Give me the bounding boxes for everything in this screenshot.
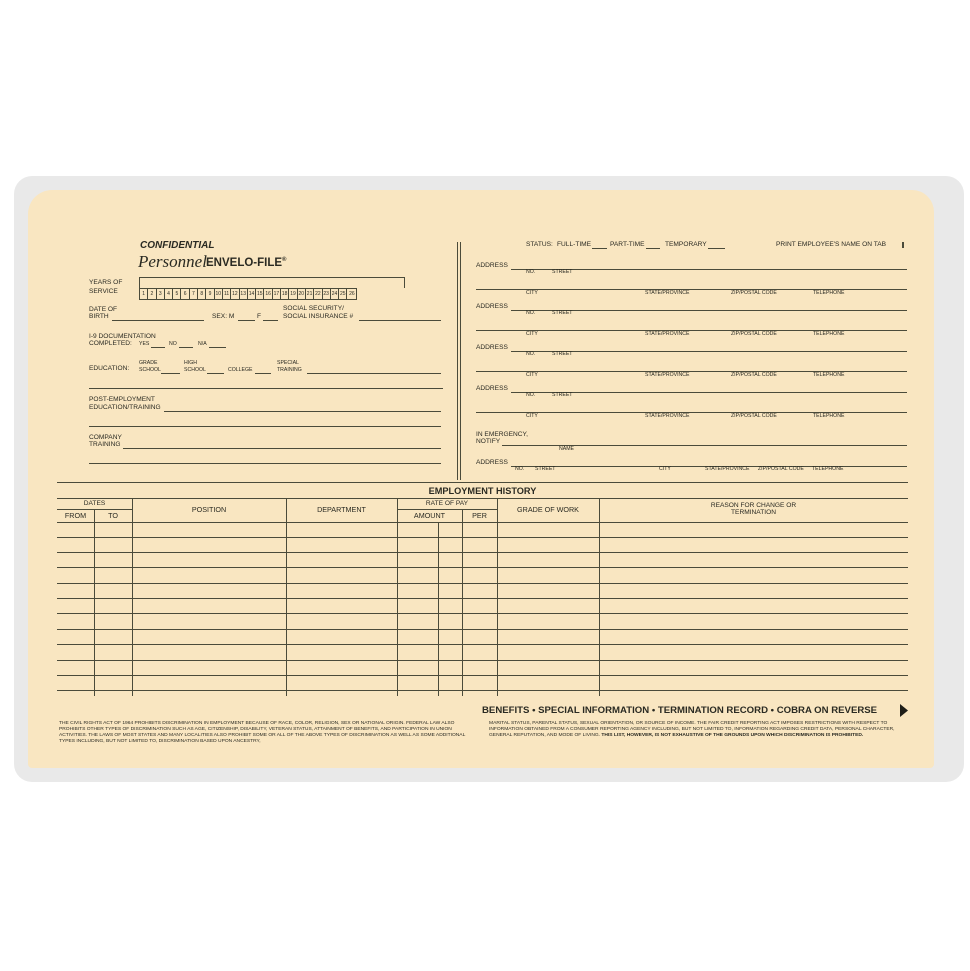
history-column-divider [462,509,463,696]
section-divider-2 [460,242,461,480]
personnel-script-label: Personnel [138,252,207,271]
year-cell: 2 [148,289,156,299]
address-zip-label: ZIP/POSTAL CODE [731,331,777,337]
address-state-label: STATE/PROVINCE [645,331,690,337]
i9-yes-label: YES [139,341,150,347]
reverse-side-notice: BENEFITS • SPECIAL INFORMATION • TERMINATION RECORD • COBRA ON REVERSE [482,705,878,716]
tab-marker [902,242,904,248]
history-column-divider [94,509,95,696]
years-of-service-grid [139,288,357,300]
envelo-file-title: ENVELO-FILE® [206,256,287,269]
emergency-telephone-label: TELEPHONE [812,466,844,472]
rate-of-pay-header: RATE OF PAY [425,500,469,507]
emergency-street-label: STREET [535,466,556,472]
special-label-1: SPECIAL [277,360,299,366]
history-top-rule [57,482,908,483]
years-of-label: YEARS OF [89,279,123,286]
address-street-label: STREET [552,310,573,316]
address-city-label: CITY [526,331,538,337]
ssn-label-1: SOCIAL SECURITY/ [283,305,344,312]
year-cell: 10 [215,291,222,297]
i9-na-label: N/A [198,341,207,347]
sex-f-label: F [257,313,262,320]
emergency-label-2: NOTIFY [476,438,501,445]
i9-no-line [179,347,193,348]
print-name-instruction: PRINT EMPLOYEE'S NAME ON TAB [776,241,887,248]
history-column-divider [397,498,398,696]
status-label: STATUS: [526,241,553,248]
history-row-line [57,583,908,584]
history-row-line [57,567,908,568]
address-label: ADDRESS [476,344,508,351]
amount-header: AMOUNT [413,511,446,520]
birth-label: BIRTH [89,313,109,320]
college-line [255,373,271,374]
year-cell: 18 [281,291,288,297]
confidential-label: CONFIDENTIAL [140,240,215,251]
temporary-label: TEMPORARY [665,241,707,248]
college-label: COLLEGE [228,367,253,373]
reason-header-2: TERMINATION [731,509,776,516]
emergency-address-label: ADDRESS [476,459,508,466]
part-time-label: PART-TIME [610,241,645,248]
company-line-1 [123,448,441,449]
sex-m-label: SEX: M [212,313,235,320]
special-line [307,373,441,374]
history-row-line [57,690,908,691]
year-cell: 5 [173,289,181,299]
department-header: DEPARTMENT [317,505,366,514]
date-of-label: DATE OF [89,306,118,313]
year-cell: 6 [181,289,189,299]
high-line [207,373,224,374]
company-training-label-1: COMPANY [89,434,122,441]
grade-line [161,373,180,374]
post-line-2 [89,426,441,427]
address-no-label: NO. [526,310,536,316]
dates-header: DATES [83,500,106,507]
year-cell: 24 [331,291,338,297]
year-cell: 14 [248,291,255,297]
full-time-line [592,248,607,249]
full-time-label: FULL-TIME [557,241,592,248]
emergency-state-label: STATE/PROVINCE [705,466,750,472]
history-column-divider [132,498,133,696]
address-street-label: STREET [552,269,573,275]
year-cell: 1 [140,289,148,299]
address-label: ADDRESS [476,385,508,392]
i9-label-1: I-9 DOCUMENTATION [89,333,156,340]
year-cell: 15 [257,291,263,297]
service-label: SERVICE [89,288,118,295]
address-no-label: NO. [526,269,536,275]
emergency-city-label: CITY [659,466,671,472]
year-cell: 22 [315,291,321,297]
high-label-2: SCHOOL [184,367,206,373]
address-zip-label: ZIP/POSTAL CODE [731,413,777,419]
address-city-label: CITY [526,290,538,296]
reason-header-1: REASON FOR CHANGE OR [710,502,797,509]
address-telephone-label: TELEPHONE [813,372,845,378]
year-cell: 17 [273,291,280,297]
post-line-1 [164,411,441,412]
history-row-line [57,537,908,538]
year-cell: 13 [240,291,246,297]
employment-history-title: EMPLOYMENT HISTORY [428,486,537,496]
history-column-divider [497,498,498,696]
address-zip-label: ZIP/POSTAL CODE [731,290,777,296]
grade-label-2: SCHOOL [139,367,161,373]
post-employment-label-1: POST-EMPLOYMENT [89,396,155,403]
birth-line [112,320,204,321]
grade-of-work-header: GRADE OF WORK [517,505,579,514]
grade-label-1: GRADE [139,360,158,366]
i9-yes-line [151,347,165,348]
company-training-label-2: TRAINING [89,441,121,448]
history-row-line [57,660,908,661]
emergency-zip-label: ZIP/POSTAL CODE [758,466,804,472]
address-city-label: CITY [526,413,538,419]
from-header: FROM [64,511,87,520]
ssn-line [359,320,441,321]
education-line-2 [89,388,443,389]
address-street-label: STREET [552,351,573,357]
company-line-2 [89,463,441,464]
i9-na-line [209,347,226,348]
year-cell: 7 [190,289,198,299]
temporary-line [708,248,725,249]
years-of-service-box-top [139,277,405,288]
year-cell: 16 [265,291,271,297]
history-row-line [57,552,908,553]
address-zip-label: ZIP/POSTAL CODE [731,372,777,378]
special-label-2: TRAINING [277,367,302,373]
post-employment-label-2: EDUCATION/TRAINING [89,404,161,411]
history-column-header-rule [57,522,908,523]
history-header-rule [57,498,908,499]
year-cell: 12 [232,291,238,297]
address-label: ADDRESS [476,262,508,269]
year-cell: 21 [306,291,313,297]
address-state-label: STATE/PROVINCE [645,372,690,378]
address-telephone-label: TELEPHONE [813,413,845,419]
address-state-label: STATE/PROVINCE [645,413,690,419]
address-state-label: STATE/PROVINCE [645,290,690,296]
i9-no-label: NO [169,341,177,347]
address-label: ADDRESS [476,303,508,310]
year-cell: 4 [165,289,173,299]
address-no-label: NO. [526,392,536,398]
history-row-line [57,675,908,676]
year-cell: 9 [206,289,214,299]
civil-rights-notice-left: THE CIVIL RIGHTS ACT OF 1964 PROHIBITS DISCRIMINATION IN EMPLOYMENT BECAUSE OF RACE, COLOR, RELIGION, SEX OR NATIONAL ORIGIN. FEDERAL LAW ALSO PROHIBITS OTHER TYPES OF DISCRIMINATION SUCH AS AGE, CITIZENSHIP, DISABILITY, VETERAN STATUS, ATTAINMENT OF BENEFITS, AND PARTICIPATION IN UNION ACTIVITIES. THE LAWS OF MOST STATES AND MANY LOCALITIES ALSO PROHIBIT SOME OR ALL OF THE ABOVE TYPES OF DISCRIMINATION AS WELL AS SOME ADDITIONAL TYPES INCLUDING, BUT NOT LIMITED TO, DISCRIMINATION BASED UPON ANCESTRY, [59,721,466,745]
address-telephone-label: TELEPHONE [813,290,845,296]
year-cell: 11 [223,289,231,299]
history-row-line [57,598,908,599]
per-header: PER [472,511,487,520]
history-row-line [57,629,908,630]
year-cell: 20 [298,291,305,297]
i9-label-2: COMPLETED: [89,340,132,347]
address-no-label: NO. [526,351,536,357]
emergency-no-label: NO. [515,466,525,472]
year-cell: 25 [339,291,346,297]
rate-subrule [397,509,497,510]
year-cell: 8 [198,289,206,299]
education-label: EDUCATION: [89,365,130,372]
year-cell: 26 [347,289,357,299]
emergency-label-1: IN EMERGENCY, [476,431,528,438]
year-cell: 23 [323,291,329,297]
history-column-divider [599,498,600,696]
high-label-1: HIGH [184,360,197,366]
sex-m-line [238,320,255,321]
ssn-label-2: SOCIAL INSURANCE # [283,313,354,320]
address-telephone-label: TELEPHONE [813,331,845,337]
history-column-divider [286,498,287,696]
address-street-label: STREET [552,392,573,398]
year-cell: 19 [290,291,296,297]
arrow-right-icon [899,703,909,718]
section-divider [457,242,458,480]
part-time-line [646,248,660,249]
history-column-divider [438,522,439,696]
history-row-line [57,613,908,614]
history-row-line [57,644,908,645]
emergency-name-label: NAME [559,446,574,452]
sex-f-line [263,320,278,321]
position-header: POSITION [191,505,227,514]
civil-rights-notice-right: MARITAL STATUS, PARENTAL STATUS, SEXUAL ORIENTATION, OR SOURCE OF INCOME. THE FAIR CREDIT REPORTING ACT IMPOSES RESTRICTIONS WITH RESPECT TO INFORMATION OBTAINED FROM A CONSUMER REPORTING AGENCY INCLUDING, BUT NOT LIMITED TO, INFORMATION REGARDING CREDIT DATA, PERSONAL CHARACTER, GENERAL REPUTATION, AND MODE OF LIVING. THIS LIST, HOWEVER, IS NOT EXHAUSTIVE OF THE GROUNDS UPON WHICH DISCRIMINATION IS PROHIBITED. [489,721,895,739]
address-city-label: CITY [526,372,538,378]
to-header: TO [108,511,118,520]
year-cell: 3 [157,289,165,299]
